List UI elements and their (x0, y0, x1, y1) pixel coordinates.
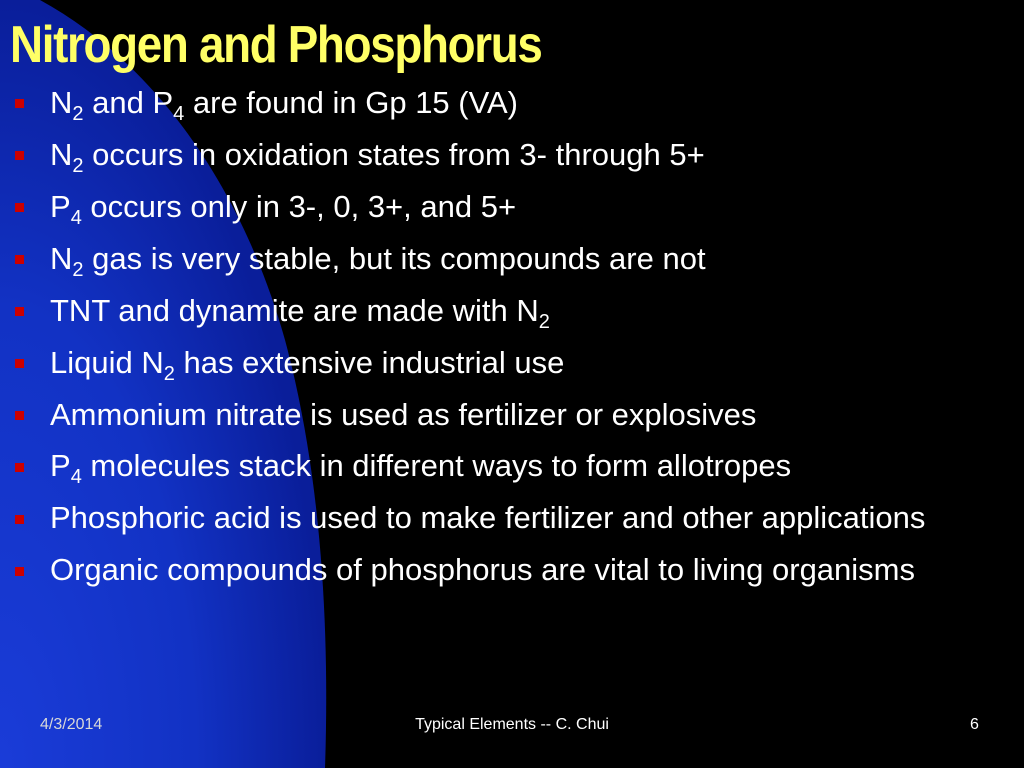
bullet-item (0, 446, 1010, 486)
text-run: TNT and dynamite are made with N (50, 293, 539, 328)
text-run: and P (83, 85, 174, 120)
text-run: gas is very stable, but its compounds are not (83, 241, 706, 276)
bullet-marker-icon (15, 359, 24, 368)
bullet-item (0, 186, 1010, 228)
subscript: 2 (72, 103, 84, 125)
text-run: occurs only in 3-, 0, 3+, and 5+ (81, 189, 517, 224)
text-run: N (50, 241, 73, 276)
subscript: 2 (163, 363, 175, 385)
bullet-item (0, 394, 1010, 436)
bullet-item (0, 550, 1010, 590)
bullet-text (50, 241, 706, 281)
bullet-item (0, 342, 1010, 384)
bullet-item (0, 82, 1010, 124)
bullet-text (50, 189, 517, 229)
footer-date: 4/3/2014 (40, 716, 103, 733)
bullet-marker-icon (15, 151, 24, 160)
subscript: 2 (72, 155, 84, 177)
text-run: Organic compounds of phosphorus are vital to living organisms (50, 552, 916, 587)
bullet-marker-icon (15, 255, 24, 264)
text-run: has extensive industrial use (174, 345, 565, 380)
subscript: 2 (538, 311, 550, 333)
bullet-marker-icon (15, 463, 24, 472)
bullet-marker-icon (15, 307, 24, 316)
bullet-item (0, 498, 1010, 538)
text-run: occurs in oxidation states from 3- through 5+ (83, 137, 705, 172)
bullet-marker-icon (15, 515, 24, 524)
bullet-text (50, 137, 705, 177)
bullet-marker-icon (15, 99, 24, 108)
text-run: N (50, 85, 73, 120)
bullet-marker-icon (15, 411, 24, 420)
bullet-item (0, 238, 1010, 280)
text-run: P (50, 189, 71, 224)
bullet-text (50, 85, 518, 125)
bullet-text (50, 448, 792, 488)
bullet-text (50, 500, 925, 535)
bullet-list (0, 82, 1010, 602)
bullet-item (0, 134, 1010, 176)
text-run: Liquid N (50, 345, 164, 380)
subscript: 4 (173, 103, 185, 125)
bullet-text (50, 293, 550, 333)
bullet-text (50, 397, 756, 432)
text-run: molecules stack in different ways to form allotropes (81, 448, 792, 483)
slide-title: Nitrogen and Phosphorus (10, 16, 542, 74)
text-run: N (50, 137, 73, 172)
bullet-text (50, 552, 915, 587)
subscript: 2 (72, 259, 84, 281)
text-run: Phosphoric acid is used to make fertilizer and other applications (50, 500, 926, 535)
bullet-marker-icon (15, 203, 24, 212)
page-number: 6 (970, 716, 979, 733)
bullet-marker-icon (15, 567, 24, 576)
bullet-item (0, 290, 1010, 332)
text-run: are found in Gp 15 (VA) (184, 85, 518, 120)
subscript: 4 (70, 207, 82, 229)
footer-title: Typical Elements -- C. Chui (415, 716, 609, 733)
text-run: P (50, 448, 71, 483)
bullet-text (50, 345, 565, 385)
text-run: Ammonium nitrate is used as fertilizer or explosives (50, 397, 757, 432)
subscript: 4 (70, 466, 82, 488)
